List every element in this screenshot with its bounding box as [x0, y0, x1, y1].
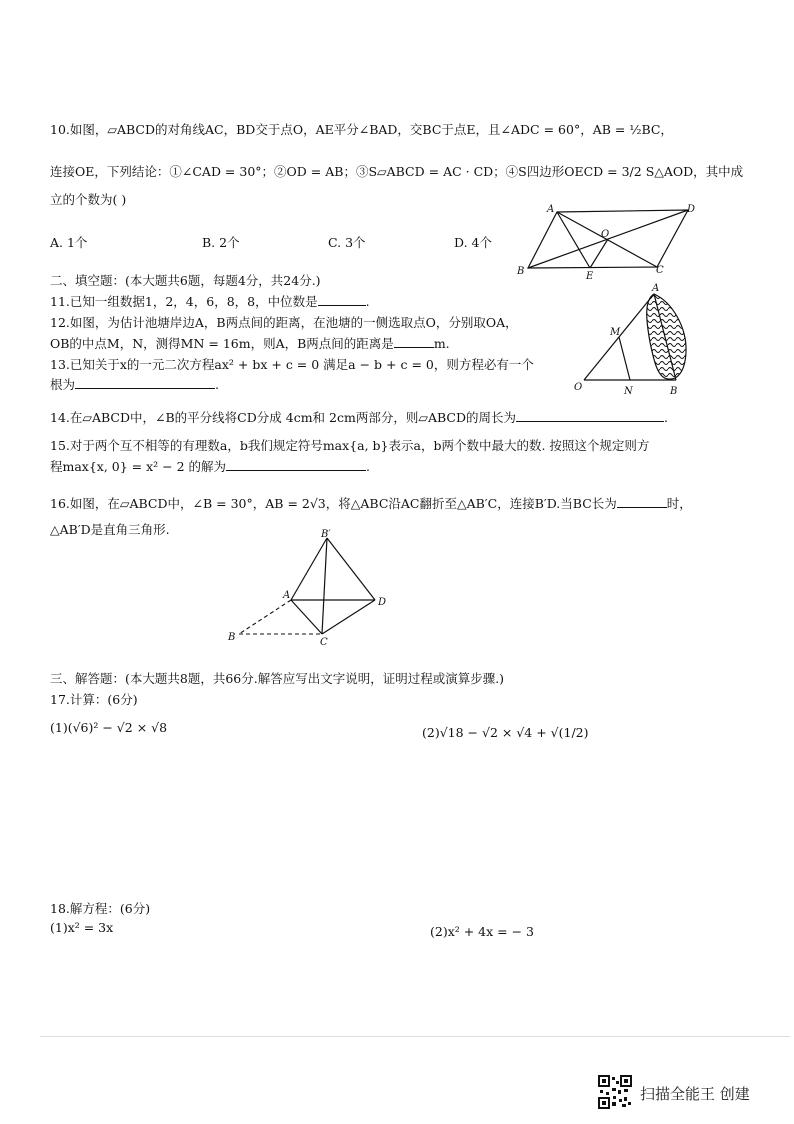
q10-line1: 10.如图，▱ABCD的对角线AC，BD交于点O，AE平分∠BAD，交BC于点E，且∠ADC = 60°，AB = ½BC， [50, 122, 673, 137]
q14 [50, 408, 668, 426]
fig12-label-o: O [574, 382, 583, 393]
q16-text: 16.如图，在▱ABCD中，∠B = 30°，AB = 2√3，将△ABC沿AC翻折至△AB′C，连接B′D.当BC长为 [50, 496, 617, 511]
q16-line1 [50, 494, 692, 512]
fig16-label-a: A [283, 590, 291, 601]
q15-line2 [50, 457, 370, 475]
q13-answer-blank[interactable] [75, 376, 215, 389]
q16-answer-blank[interactable] [617, 495, 667, 508]
q11-answer-blank[interactable] [318, 293, 366, 306]
q12-end: m. [433, 336, 450, 351]
fig10-label-e: E [586, 271, 594, 282]
q13-line1: 13.已知关于x的一元二次方程ax² + bx + c = 0 满足a − b + c = 0，则方程必有一个 [50, 357, 534, 372]
q16-end: 时， [666, 496, 692, 511]
q17-title: 17.计算：(6分) [50, 692, 138, 707]
q12-text: OB的中点M，N，测得MN = 16m，则A，B两点间的距离是 [50, 336, 394, 351]
q12-pond-figure [572, 282, 702, 400]
q17-part2: (2)√18 − √2 × √4 + √(1/2) [422, 725, 589, 740]
fig12-label-n: N [624, 386, 633, 397]
q11-text: 11.已知一组数据1，2，4，6，8，8，中位数是 [50, 294, 318, 309]
q10-option-d: D. 4个 [454, 235, 492, 250]
q15-end: . [366, 459, 371, 474]
fig10-label-d: D [687, 204, 696, 215]
fig12-label-a: A [652, 283, 660, 294]
fig16-label-b: B [228, 632, 236, 643]
q15-line1: 15.对于两个互不相等的有理数a，b我们规定符号max{a, b}表示a，b两个数中最大的数. 按照这个规定则方 [50, 438, 650, 453]
fig16-label-d: D [378, 597, 387, 608]
q17-part1: (1)(√6)² − √2 × √8 [50, 720, 168, 735]
scanner-brand-label: 扫描全能王 创建 [640, 1085, 750, 1103]
q15-text: 程max{x, 0} = x² − 2 的解为 [50, 459, 227, 474]
q10-option-a: A. 1个 [50, 235, 88, 250]
q13-end: . [215, 377, 219, 392]
q14-answer-blank[interactable] [516, 409, 664, 422]
fig16-label-bprime: B′ [321, 529, 331, 540]
q14-text: 14.在▱ABCD中，∠B的平分线将CD分成 4cm和 2cm两部分，则▱ABCD的周长为 [50, 410, 516, 425]
q16-line2: △AB′D是直角三角形. [50, 522, 170, 537]
qr-code-icon [598, 1075, 632, 1109]
q14-end: . [663, 410, 668, 425]
q18-part1: (1)x² = 3x [50, 920, 114, 935]
q10-parallelogram-figure [510, 200, 710, 280]
q11-end: . [365, 294, 370, 309]
q12-line2 [50, 334, 450, 352]
fig12-label-m: M [610, 327, 621, 338]
q18-part2: (2)x² + 4x = − 3 [430, 924, 535, 939]
q10-line3: 立的个数为( ) [50, 192, 127, 207]
q10-option-b: B. 2个 [202, 235, 240, 250]
q12-line1: 12.如图，为估计池塘岸边A，B两点间的距离，在池塘的一侧选取点O，分别取OA， [50, 315, 518, 330]
footer-divider [40, 1036, 790, 1037]
fig10-label-o: O [601, 229, 610, 240]
q11 [50, 292, 370, 310]
fig10-label-a: A [547, 204, 555, 215]
q13-line2 [50, 375, 219, 393]
q18-title: 18.解方程：(6分) [50, 901, 151, 916]
q10-line2: 连接OE，下列结论：①∠CAD = 30°；②OD = AB；③S▱ABCD = AC · CD；④S四边形OECD = 3/2 S△AOD，其中成 [50, 164, 744, 179]
q13-text: 根为 [50, 377, 76, 392]
fig10-label-b: B [517, 266, 525, 277]
fig12-label-b: B [670, 386, 678, 397]
section2-heading: 二、填空题：(本大题共6题，每题4分，共24分.) [50, 273, 321, 288]
q12-answer-blank[interactable] [394, 335, 434, 348]
section3-heading: 三、解答题：(本大题共8题，共66分.解答应写出文字说明，证明过程或演算步骤.) [50, 671, 505, 686]
q10-option-c: C. 3个 [328, 235, 366, 250]
fig10-label-c: C [656, 265, 664, 276]
fig16-label-c: C [320, 637, 328, 648]
q15-answer-blank[interactable] [226, 458, 366, 471]
q16-fold-figure [225, 528, 385, 646]
